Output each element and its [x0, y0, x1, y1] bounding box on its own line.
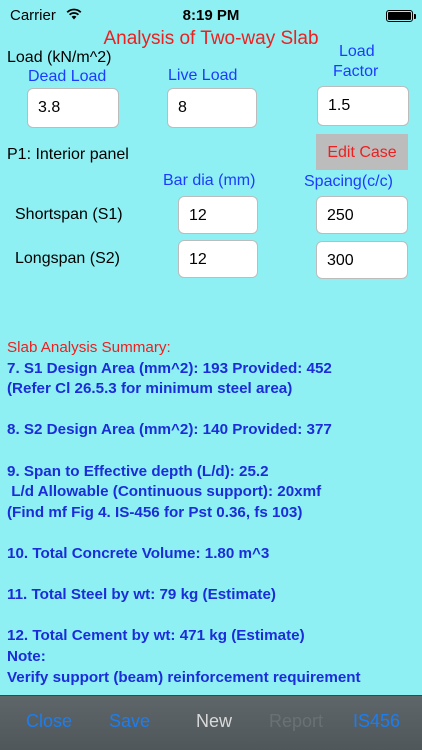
summary-line: 9. Span to Effective depth (L/d): 25.2 — [7, 462, 269, 480]
edit-case-button[interactable]: Edit Case — [316, 134, 408, 170]
summary-line: 11. Total Steel by wt: 79 kg (Estimate) — [7, 586, 276, 604]
report-button[interactable]: Report — [269, 711, 324, 731]
dead-load-input[interactable]: 3.8 — [27, 88, 119, 128]
summary-heading: Slab Analysis Summary: — [7, 339, 171, 356]
load-factor-label-line1: Load — [339, 43, 375, 60]
summary-line: (Find mf Fig 4. IS-456 for Pst 0.36, fs 103) — [7, 503, 303, 521]
analysis-summary — [7, 338, 417, 688]
spacing-label: Spacing(c/c) — [304, 173, 393, 190]
bottom-toolbar — [0, 695, 422, 750]
page-title: Analysis of Two-way Slab — [103, 28, 319, 49]
summary-line: 7. S1 Design Area (mm^2): 193 Provided: 452 — [7, 359, 332, 377]
panel-label: P1: Interior panel — [7, 146, 129, 163]
longspan-spacing-input[interactable]: 300 — [316, 241, 408, 279]
summary-line: 12. Total Cement by wt: 471 kg (Estimate) — [7, 627, 305, 645]
bar-dia-label: Bar dia (mm) — [163, 172, 256, 189]
close-button[interactable]: Close — [26, 711, 73, 731]
is456-button[interactable]: IS456 — [353, 711, 401, 731]
summary-line: Verify support (beam) reinforcement requirement — [7, 668, 361, 686]
summary-line: (Refer Cl 26.5.3 for minimum steel area) — [7, 380, 293, 398]
summary-line: L/d Allowable (Continuous support): 20xmf — [7, 483, 322, 501]
live-load-label: Live Load — [168, 67, 238, 84]
load-heading: Load (kN/m^2) — [7, 49, 112, 66]
shortspan-bar-dia-input[interactable]: 12 — [178, 196, 258, 234]
save-button[interactable]: Save — [109, 711, 151, 731]
new-button[interactable]: New — [196, 711, 233, 731]
battery-icon — [386, 10, 413, 22]
summary-line: 8. S2 Design Area (mm^2): 140 Provided: 377 — [7, 421, 332, 439]
shortspan-spacing-input[interactable]: 250 — [316, 196, 408, 234]
summary-line: Note: — [7, 647, 46, 665]
longspan-bar-dia-input[interactable]: 12 — [178, 240, 258, 278]
load-factor-input[interactable]: 1.5 — [317, 86, 409, 126]
load-factor-label-line2: Factor — [333, 63, 379, 80]
shortspan-label: Shortspan (S1) — [15, 206, 123, 223]
dead-load-label: Dead Load — [28, 68, 107, 85]
longspan-label: Longspan (S2) — [15, 250, 120, 267]
clock: 8:19 PM — [182, 7, 240, 24]
live-load-input[interactable]: 8 — [167, 88, 257, 128]
carrier-label: Carrier — [10, 7, 56, 24]
summary-line: 10. Total Concrete Volume: 1.80 m^3 — [7, 544, 270, 562]
